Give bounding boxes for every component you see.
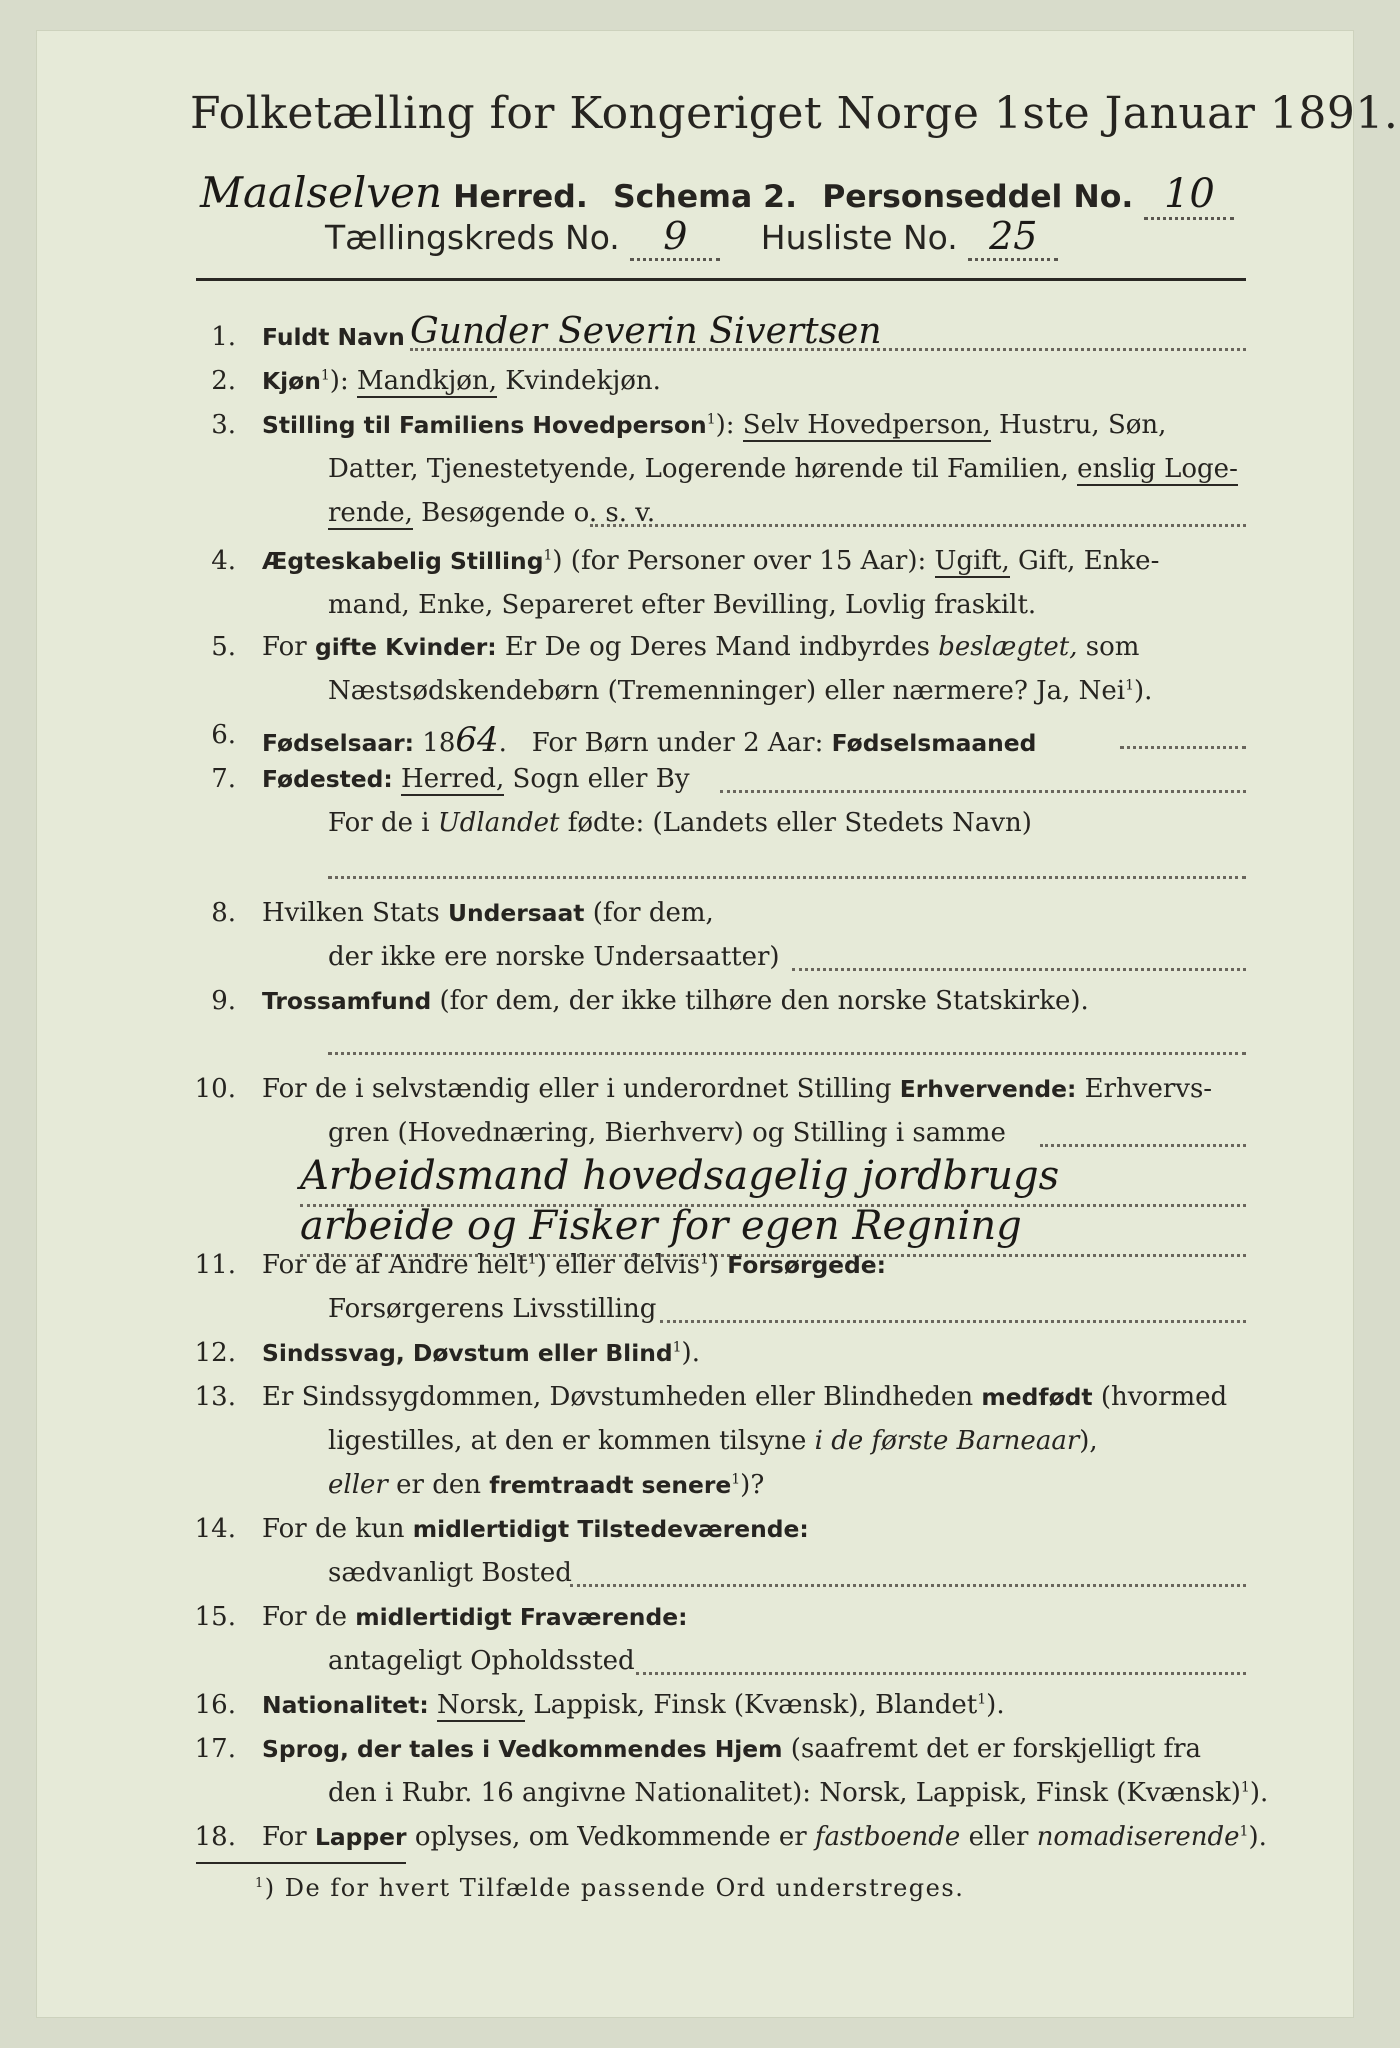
q18-line1: For Lapper oplyses, om Vedkommende er fastboende eller nomadiserende$^1$). — [262, 1822, 1267, 1852]
q10-line1: For de i selvstændig eller i underordnet Stilling Erhvervende: Erhvervs- — [262, 1074, 1213, 1104]
husliste-label: Husliste No. — [760, 218, 958, 257]
q6-number: 6. — [211, 720, 236, 750]
q1-answer-handwritten: Gunder Severin Sivertsen — [410, 311, 882, 352]
q8-number: 8. — [211, 898, 236, 928]
q10-fill-line — [1040, 1144, 1246, 1147]
kreds-label: Tællingskreds No. — [325, 218, 620, 257]
q2-number: 2. — [211, 366, 236, 396]
q4-line1: Ægteskabelig Stilling$^1$) (for Personer over 15 Aar): Ugift, Gift, Enke- — [262, 546, 1160, 576]
q6-fill-line — [1120, 746, 1246, 749]
q8-fill-line — [792, 968, 1246, 971]
q13-line3: eller er den fremtraadt senere$^1$)? — [328, 1470, 765, 1500]
q14-number: 14. — [194, 1514, 236, 1544]
q9-fill-line — [328, 1052, 1246, 1055]
q6-year-handwritten: 64 — [455, 720, 499, 760]
q10-answer-line2-handwritten: arbeide og Fisker for egen Regning — [300, 1203, 1022, 1249]
q14-fill-line — [570, 1584, 1246, 1587]
q8-line1: Hvilken Stats Undersaat (for dem, — [262, 898, 714, 928]
q15-line2: antageligt Opholdssted — [328, 1646, 635, 1676]
q1-number: 1. — [211, 322, 236, 352]
q11-number: 11. — [194, 1250, 236, 1280]
q7-fill-line-2 — [328, 876, 1246, 879]
q18-number: 18. — [194, 1822, 236, 1852]
q9-number: 9. — [211, 986, 236, 1016]
q10-line2: gren (Hovednæring, Bierhverv) og Stilling i samme — [328, 1118, 1006, 1148]
q13-line2: ligestilles, at den er kommen tilsyne i de første Barneaar), — [328, 1426, 1098, 1456]
q13-number: 13. — [194, 1382, 236, 1412]
footnote-divider — [196, 1862, 406, 1864]
q1-label: Fuldt Navn — [262, 323, 405, 351]
q7-fill-line — [720, 790, 1246, 793]
q15-fill-line — [636, 1672, 1246, 1675]
q17-line1: Sprog, der tales i Vedkommendes Hjem (saafremt det er forskjelligt fra — [262, 1734, 1202, 1764]
footnote: $^1$) De for hvert Tilfælde passende Ord understreges. — [255, 1874, 965, 1902]
personseddel-number: 10 — [1144, 171, 1234, 220]
kreds-number: 9 — [630, 214, 720, 261]
q5-number: 5. — [211, 632, 236, 662]
personseddel-label: Personseddel No. — [822, 179, 1134, 215]
form-title: Folketælling for Kongeriget Norge 1ste Januar 1891. — [190, 88, 1399, 139]
kreds-line — [325, 214, 1058, 261]
q12-line1: Sindssvag, Døvstum eller Blind$^1$). — [262, 1338, 700, 1368]
q2-text: Kjøn$^1$): Mandkjøn, Kvindekjøn. — [262, 366, 661, 396]
q17-number: 17. — [194, 1734, 236, 1764]
q6-line: Fødselsaar: 1864. For Børn under 2 Aar: Fødselsmaaned — [262, 720, 1037, 760]
q3-selected-option: Selv Hovedperson, — [742, 410, 991, 440]
q4-line2: mand, Enke, Separeret efter Bevilling, Lovlig fraskilt. — [328, 590, 1037, 620]
q14-line2: sædvanligt Bosted — [328, 1558, 572, 1588]
q3-number: 3. — [211, 410, 236, 440]
q10-number: 10. — [194, 1074, 236, 1104]
q2-selected-option: Mandkjøn, — [356, 366, 497, 396]
q3-line2: Datter, Tjenestetyende, Logerende hørende til Familien, enslig Loge- — [328, 454, 1238, 484]
q7-number: 7. — [211, 764, 236, 794]
q7-line1: Fødested: Herred, Sogn eller By — [262, 764, 690, 794]
q4-number: 4. — [211, 546, 236, 576]
q5-line2: Næstsødskendebørn (Tremenninger) eller nærmere? Ja, Nei$^1$). — [328, 676, 1153, 706]
q5-line1: For gifte Kvinder: Er De og Deres Mand indbyrdes beslægtet, som — [262, 632, 1140, 662]
q3-line1: Stilling til Familiens Hovedperson$^1$): Selv Hovedperson, Hustru, Søn, — [262, 410, 1167, 440]
q8-line2: der ikke ere norske Undersaatter) — [328, 942, 780, 972]
schema-label: Schema 2. — [612, 179, 798, 215]
q15-line1: For de midlertidigt Fraværende: — [262, 1602, 688, 1632]
q16-line1: Nationalitet: Norsk, Lappisk, Finsk (Kvænsk), Blandet$^1$). — [262, 1690, 1005, 1720]
q13-line1: Er Sindssygdommen, Døvstumheden eller Blindheden medfødt (hvormed — [262, 1382, 1228, 1412]
q11-fill-line — [660, 1320, 1246, 1323]
q16-number: 16. — [194, 1690, 236, 1720]
q15-number: 15. — [194, 1602, 236, 1632]
herred-line — [200, 168, 1234, 220]
husliste-number: 25 — [968, 214, 1058, 261]
q1-fill-line — [410, 348, 1246, 351]
herred-label: Herred. — [453, 179, 588, 215]
q14-line1: For de kun midlertidigt Tilstedeværende: — [262, 1514, 809, 1544]
q11-line2: Forsørgerens Livsstilling — [328, 1294, 657, 1324]
q9-line1: Trossamfund (for dem, der ikke tilhøre den norske Statskirke). — [262, 986, 1089, 1016]
q4-selected-option: Ugift, — [934, 546, 1010, 576]
q11-line1: For de af Andre helt$^1$) eller delvis$^1$) Forsørgede: — [262, 1250, 887, 1280]
herred-name-handwritten: Maalselven — [200, 168, 442, 217]
q10-answer-line1-handwritten: Arbeidsmand hovedsagelig jordbrugs — [300, 1153, 1060, 1199]
q17-line2: den i Rubr. 16 angivne Nationalitet): Norsk, Lappisk, Finsk (Kvænsk)$^1$). — [328, 1778, 1269, 1808]
q3-fill-line — [590, 524, 1246, 527]
q3-line3: rende, Besøgende o. s. v. — [328, 498, 656, 528]
header-divider — [196, 278, 1246, 281]
q7-selected-option: Herred, — [401, 764, 505, 794]
q7-line2: For de i Udlandet fødte: (Landets eller Stedets Navn) — [328, 808, 1032, 838]
q12-number: 12. — [194, 1338, 236, 1368]
q16-selected-option: Norsk, — [436, 1690, 526, 1720]
